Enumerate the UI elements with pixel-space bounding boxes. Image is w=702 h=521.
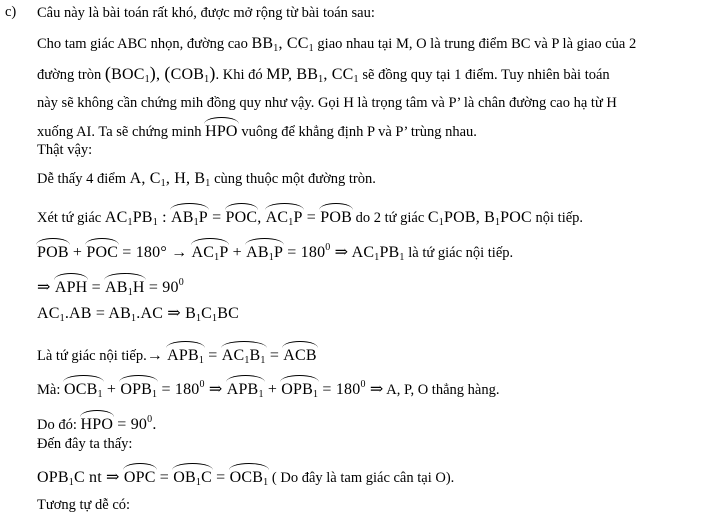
line-3: đường tròn $(BOC_1)$, $(COB_1)$. Khi đó MP, $BB_1$, $CC_1$ sẽ đồng quy tại 1 điểm. Tuy nhiên bài toán bbox=[37, 63, 610, 85]
line-5: xuống AI. Ta sẽ chứng minh HPO vuông để khẳng định P và P’ trùng nhau. bbox=[37, 120, 477, 141]
line-9: POB + POC = $180^\circ \to AC_1P + AB_1P = 180^0$ ⇒ $AC_1PB_1$ là tứ giác nội tiếp. bbox=[37, 242, 514, 263]
line-14: Do đó: HPO = $90^0$. bbox=[37, 414, 157, 433]
line-11: $AC_1.AB = AB_1.AC$ ⇒ $B_1C_1BC$ bbox=[37, 305, 239, 324]
line-16: $OPB_1C$ nt ⇒ OPC = $OB_1C = OCB_1$ ( Do đây là tam giác cân tại O). bbox=[37, 466, 454, 487]
line-7: Dễ thấy 4 điểm A, $C_1$, H, $B_1$ cùng thuộc một đường tròn. bbox=[37, 170, 376, 189]
line-13: Mà: $OCB_1 + OPB_1 = 180^0$ ⇒ $APB_1 + OPB_1 = 180^0$ ⇒ A, P, O thẳng hàng. bbox=[37, 379, 500, 400]
line-12: Là tứ giác nội tiếp.→ $APB_1 = AC_1B_1$ = ACB bbox=[37, 344, 317, 365]
line-10: ⇒ APH = $AB_1H = 90^0$ bbox=[37, 277, 184, 298]
line-15: Đến đây ta thấy: bbox=[37, 436, 133, 452]
line-17: Tương tự dễ có: bbox=[37, 497, 131, 513]
line-2: Cho tam giác ABC nhọn, đường cao $BB_1$, $CC_1$ giao nhau tại M, O là trung điểm BC và P là giao của 2 bbox=[37, 35, 637, 54]
line-6: Thật vậy: bbox=[37, 142, 93, 158]
line-1: Câu này là bài toán rất khó, được mở rộng từ bài toán sau: bbox=[37, 5, 375, 21]
line-8: Xét tứ giác $AC_1PB_1$ : $AB_1P$ = POC, $AC_1P$ = POB do 2 tứ giác $C_1POB$, $B_1POC$ nội tiếp. bbox=[37, 206, 583, 227]
line-4: này sẽ không cần chứng mih đồng quy như vậy. Gọi H là trọng tâm và P’ là chân đường cao hạ từ H bbox=[37, 95, 617, 111]
item-label: c) bbox=[5, 4, 17, 20]
